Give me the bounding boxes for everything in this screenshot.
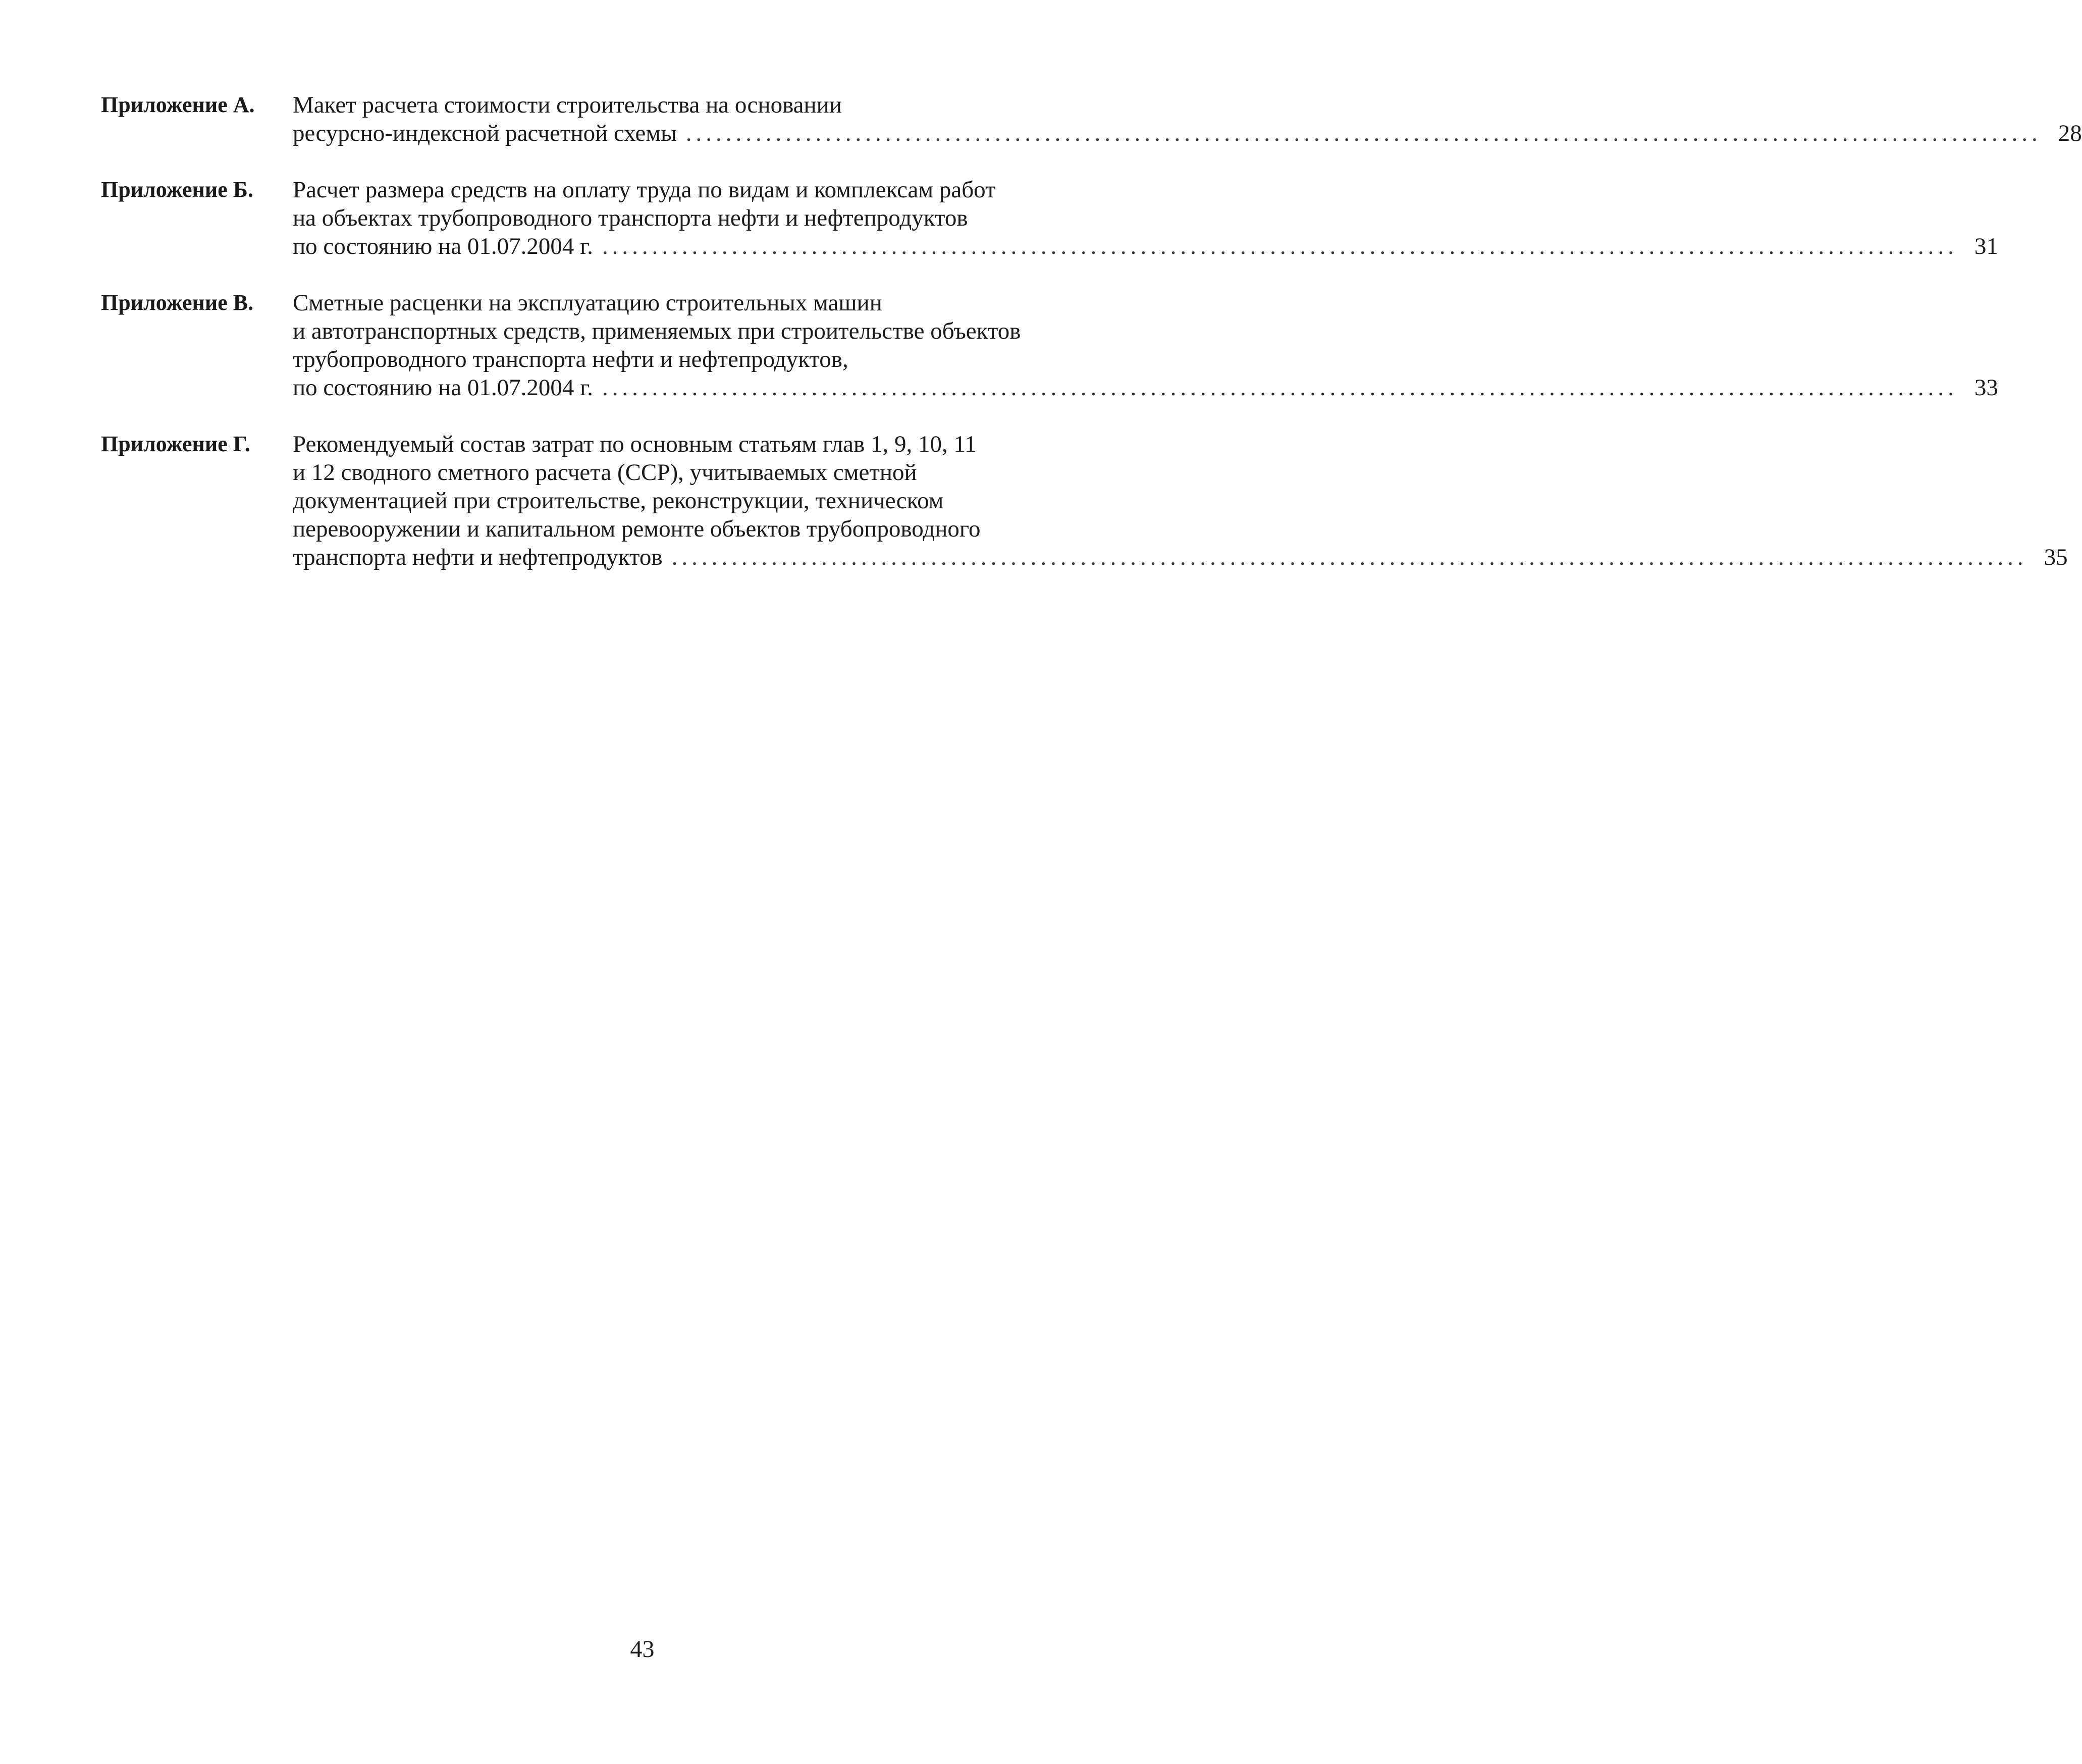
toc-entry-line: Рекомендуемый состав затрат по основным статьям глав 1, 9, 10, 11	[293, 431, 977, 457]
toc-entry-appendix-v	[101, 289, 1998, 402]
toc-entry-line: и автотранспортных средств, применяемых при строительстве объектов	[293, 318, 1021, 344]
toc-page-ref: 28	[2058, 120, 2082, 146]
toc-entry-last-line	[293, 543, 2068, 571]
toc-entry-label: Приложение А.	[101, 92, 255, 117]
toc-entry-label: Приложение Г.	[101, 432, 250, 456]
toc-entry-appendix-g	[101, 430, 2068, 571]
toc-entry-line: документацией при строительстве, реконструкции, техническом	[293, 488, 944, 514]
toc-entry-last-line	[293, 373, 1998, 402]
toc-entry-line: ресурсно-индексной расчетной схемы	[293, 120, 677, 146]
page-number: 43	[630, 1636, 655, 1663]
toc-entry-title	[293, 176, 1998, 260]
toc-entry-appendix-b	[101, 176, 1998, 260]
toc-entry-title	[293, 289, 1998, 402]
toc-entry-last-line	[293, 232, 1998, 260]
toc-page-ref: 31	[1974, 233, 1998, 259]
toc-entry-line: перевооружении и капитальном ремонте объектов трубопроводного	[293, 516, 981, 542]
toc-entry-line: на объектах трубопроводного транспорта нефти и нефтепродуктов	[293, 205, 968, 231]
toc-page-ref: 35	[2044, 544, 2068, 570]
dot-leader: ........................................................................................................................................	[602, 375, 1958, 401]
toc-entry-appendix-a	[101, 91, 2082, 147]
toc-entry-line: по состоянию на 01.07.2004 г.	[293, 375, 593, 401]
toc-entry-line: по состоянию на 01.07.2004 г.	[293, 233, 593, 259]
toc-entry-label: Приложение Б.	[101, 177, 253, 202]
toc-entry-line: трубопроводного транспорта нефти и нефтепродуктов,	[293, 346, 848, 372]
toc-entry-line: транспорта нефти и нефтепродуктов	[293, 544, 663, 570]
dot-leader: ........................................................................................................................................	[671, 544, 2027, 570]
toc-entry-line: Сметные расценки на эксплуатацию строительных машин	[293, 290, 882, 316]
toc-page-ref: 33	[1974, 375, 1998, 401]
table-of-contents	[101, 91, 2082, 571]
dot-leader: ........................................................................................................................................	[602, 233, 1958, 259]
toc-entry-title	[293, 91, 2082, 147]
toc-entry-title	[293, 430, 2068, 571]
dot-leader: ........................................................................................................................................	[685, 120, 2042, 146]
toc-entry-line: Расчет размера средств на оплату труда по видам и комплексам работ	[293, 177, 996, 203]
toc-entry-line: Макет расчета стоимости строительства на основании	[293, 92, 842, 118]
toc-entry-label: Приложение В.	[101, 290, 254, 315]
toc-entry-last-line	[293, 119, 2082, 147]
toc-entry-line: и 12 сводного сметного расчета (ССР), учитываемых сметной	[293, 459, 917, 486]
